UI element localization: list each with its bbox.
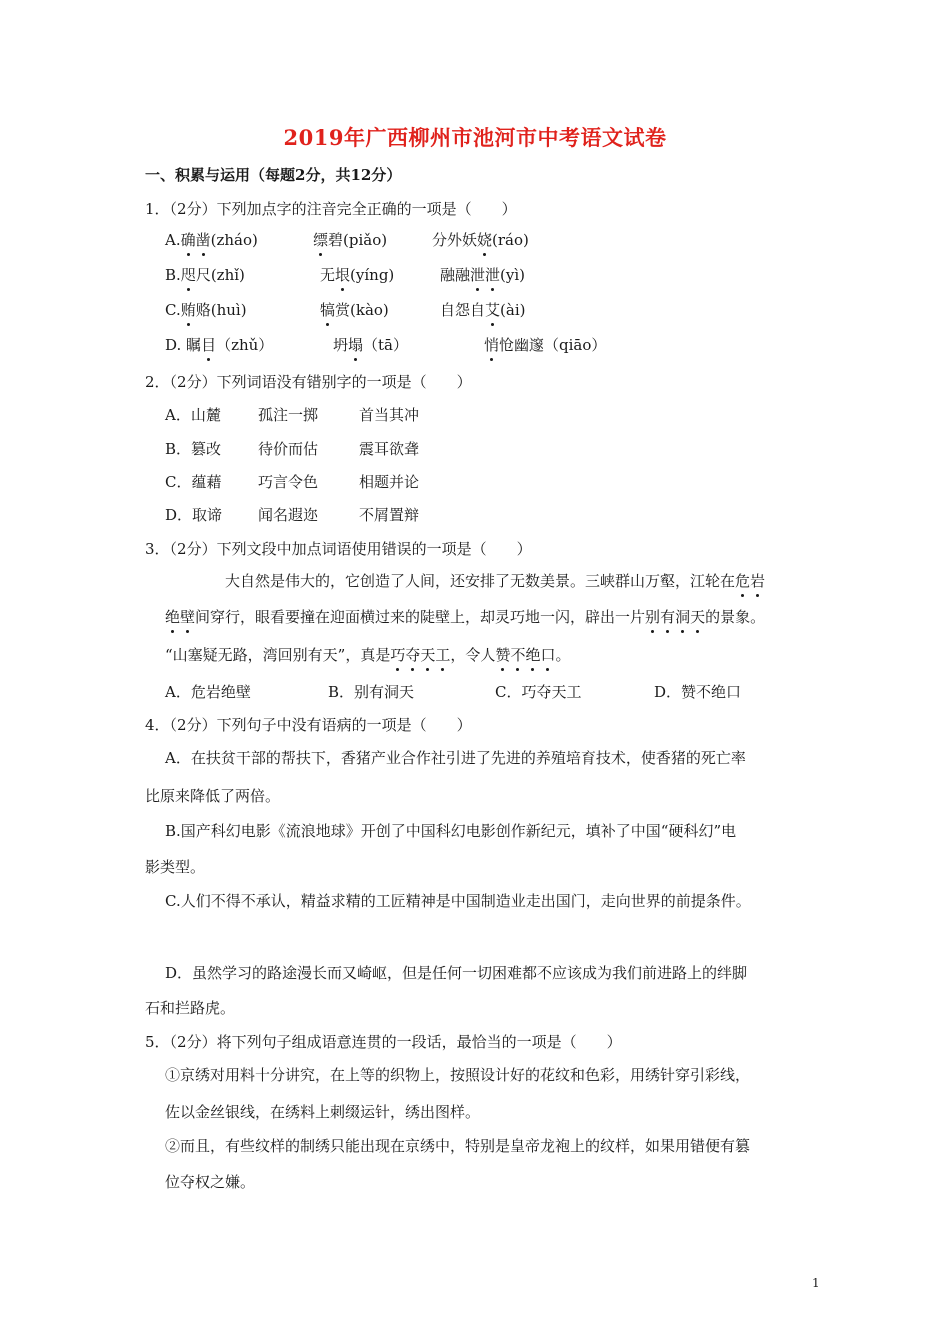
question-2-stem: 2．（2分）下列词语没有错别字的一项是（ ） (145, 373, 472, 391)
q1-option-b-word2: 无垠(yíng) (320, 266, 395, 284)
q5-sentence-2-line1: ②而且，有些纹样的制绣只能出现在京绣中，特别是皇帝龙袍上的纹样，如果用错便有篡 (165, 1137, 751, 1155)
q3-option-d: D．赞不绝口 (654, 683, 742, 701)
q1-option-c-word2: 犒赏(kào) (320, 301, 389, 319)
q5-sentence-2-line2: 位夺权之嫌。 (165, 1173, 256, 1191)
q2-option-a: A．山麓 (165, 406, 221, 424)
q3-option-b: B．别有洞天 (328, 683, 415, 701)
q2-option-c: C．蕴藉 (165, 473, 222, 491)
q2-option-d-word2: 闻名遐迩 (258, 506, 319, 524)
q1-option-a-word3: 分外妖娆(ráo) (432, 231, 529, 249)
q2-option-b: B．篡改 (165, 440, 222, 458)
section-heading: 一、积累与运用（每题2分，共12分） (145, 166, 402, 184)
q4-option-a-line1: A．在扶贫干部的帮扶下，香猪产业合作社引进了先进的养殖培育技术，使香猪的死亡率 (165, 749, 746, 767)
q3-passage-line2: 绝壁间穿行，眼看要撞在迎面横过来的陡壁上，却灵巧地一闪，辟出一片别有洞天的景象。 (165, 608, 766, 626)
question-4-stem: 4．（2分）下列句子中没有语病的一项是（ ） (145, 716, 472, 734)
q4-option-b-line2: 影类型。 (145, 858, 206, 876)
q2-option-d-word3: 不屑置辩 (359, 506, 420, 524)
q2-option-a-word3: 首当其冲 (359, 406, 420, 424)
q3-option-a: A．危岩绝壁 (165, 683, 251, 701)
q2-option-b-word3: 震耳欲聋 (359, 440, 420, 458)
question-5-stem: 5．（2分）将下列句子组成语意连贯的一段话，最恰当的一项是（ ） (145, 1033, 622, 1051)
q4-option-d-line1: D．虽然学习的路途漫长而又崎岖，但是任何一切困难都不应该成为我们前进路上的绊脚 (165, 964, 748, 982)
q1-option-b: B.咫尺(zhǐ) (165, 266, 245, 284)
q1-option-d-word3: 悄怆幽邃（qiāo） (484, 336, 607, 354)
q1-option-d-word2: 坍塌（tā） (333, 336, 409, 354)
q3-passage-line3: “山塞疑无路，湾回别有天”，真是巧夺天工，令人赞不绝口。 (165, 646, 571, 664)
q1-option-c: C.贿赂(huì) (165, 301, 247, 319)
q2-option-c-word2: 巧言令色 (258, 473, 319, 491)
q1-option-b-word3: 融融泄泄(yì) (440, 266, 526, 284)
q2-option-a-word2: 孤注一掷 (258, 406, 319, 424)
question-3-stem: 3．（2分）下列文段中加点词语使用错误的一项是（ ） (145, 540, 532, 558)
q2-option-c-word3: 相题并论 (359, 473, 420, 491)
q4-option-d-line2: 石和拦路虎。 (145, 999, 236, 1017)
q1-option-d: D. 瞩目（zhǔ） (165, 336, 274, 354)
q1-option-a-word2: 缥碧(piǎo) (313, 231, 388, 249)
q3-option-c: C．巧夺天工 (495, 683, 582, 701)
page-number: 1 (812, 1276, 820, 1290)
q3-passage-line1: 大自然是伟大的，它创造了人间，还安排了无数美景。三峡群山万壑，江轮在危岩 (225, 572, 766, 590)
q2-option-d: D．取谛 (165, 506, 223, 524)
q2-option-b-word2: 待价而估 (258, 440, 319, 458)
q5-sentence-1-line2: 佐以金丝银线，在绣料上刺缀运针，绣出图样。 (165, 1103, 481, 1121)
q5-sentence-1-line1: ①京绣对用料十分讲究，在上等的织物上，按照设计好的花纹和色彩，用绣针穿引彩线， (165, 1066, 751, 1084)
q4-option-a-line2: 比原来降低了两倍。 (145, 787, 281, 805)
q1-option-c-word3: 自怨自艾(ài) (440, 301, 526, 319)
page-title: 2019年广西柳州市池河市中考语文试卷 (283, 125, 667, 150)
q4-option-c: C.人们不得不承认，精益求精的工匠精神是中国制造业走出国门，走向世界的前提条件。 (165, 892, 751, 910)
question-1-stem: 1．（2分）下列加点字的注音完全正确的一项是（ ） (145, 200, 517, 218)
q1-option-a: A.确凿(zháo) (165, 231, 258, 249)
q4-option-b-line1: B.国产科幻电影《流浪地球》开创了中国科幻电影创作新纪元，填补了中国“硬科幻”电 (165, 822, 737, 840)
